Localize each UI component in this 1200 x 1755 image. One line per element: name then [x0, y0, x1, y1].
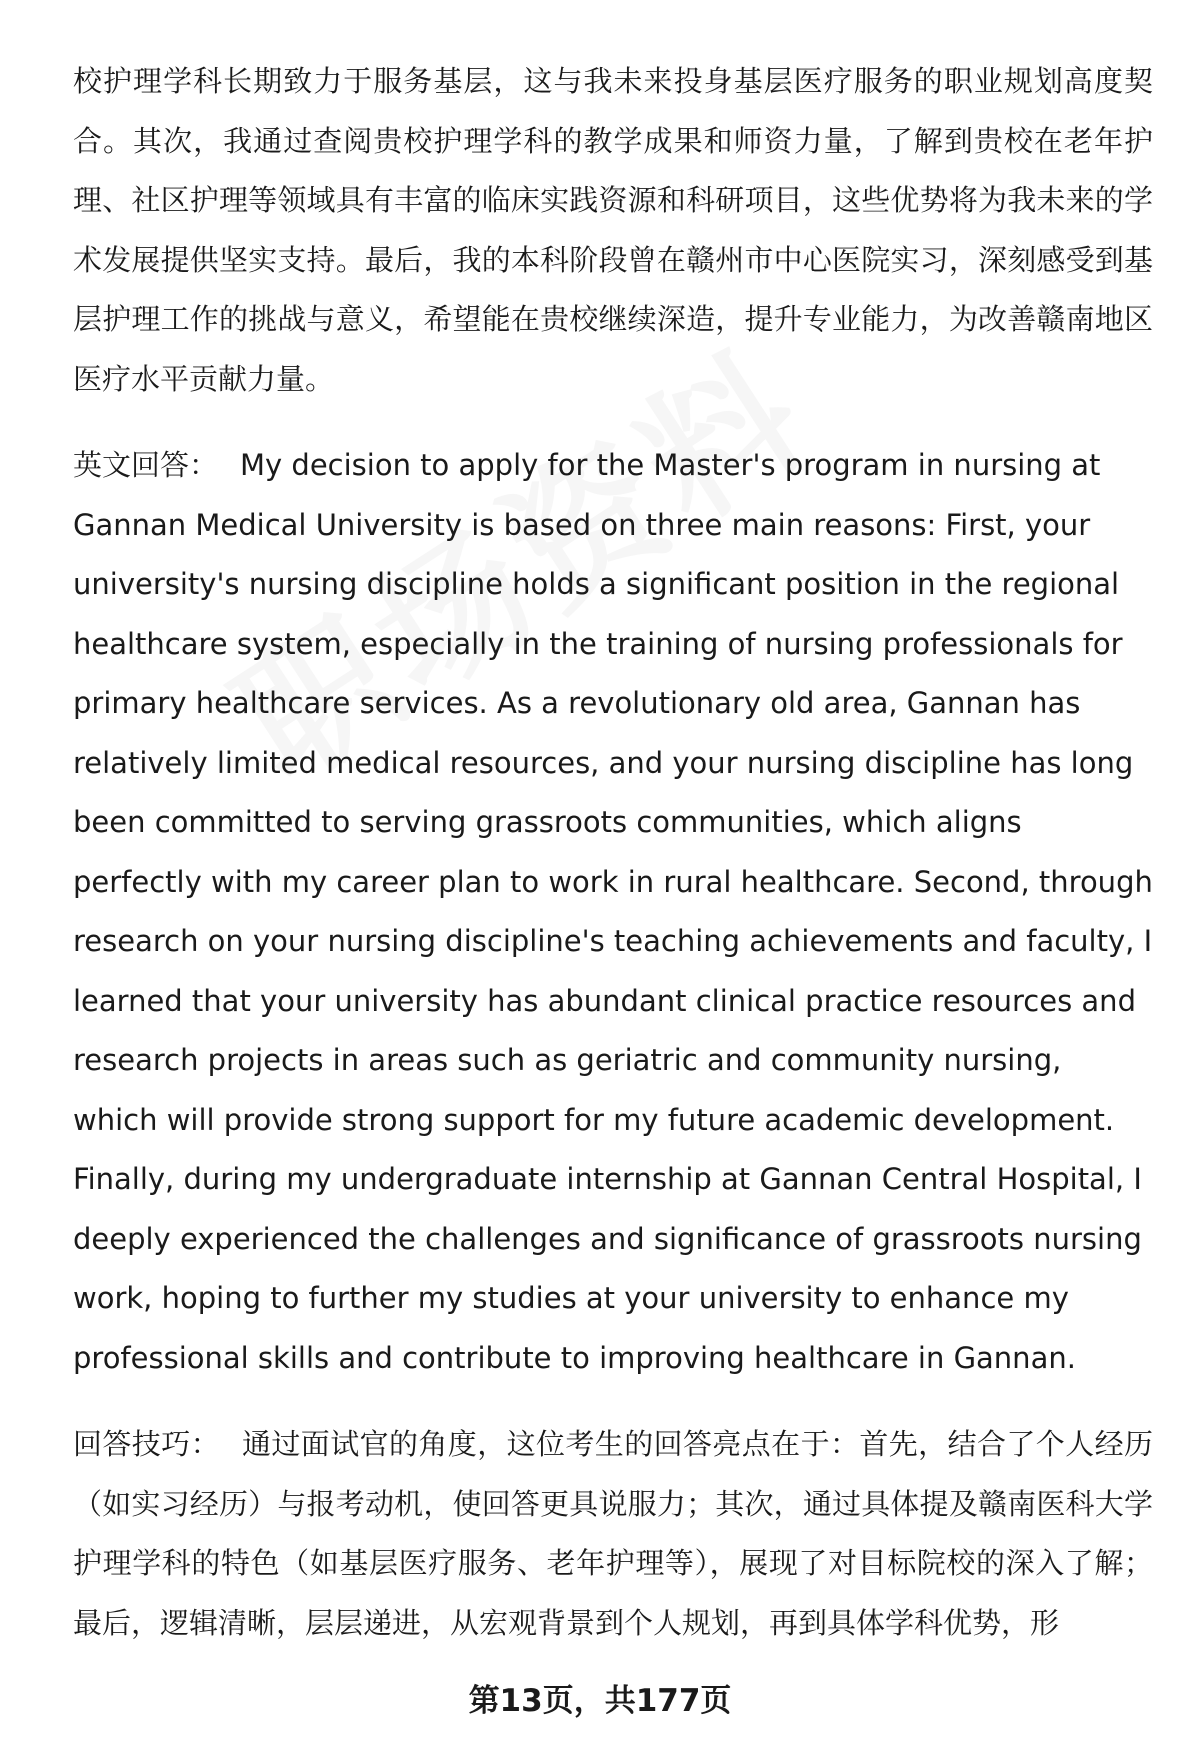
document-body: [73, 52, 1153, 1653]
answer-tips-label: 回答技巧：: [73, 1427, 220, 1461]
continuation-paragraph: 校护理学科长期致力于服务基层，这与我未来投身基层医疗服务的职业规划高度契合。其次，我通过查阅贵校护理学科的教学成果和师资力量，了解到贵校在老年护理、社区护理等领域具有丰富的临床实践资源和科研项目，这些优势将为我未来的学术发展提供坚实支持。最后，我的本科阶段曾在赣州市中心医院实习，深刻感受到基层护理工作的挑战与意义，希望能在贵校继续深造，提升专业能力，为改善赣南地区医疗水平贡献力量。: [73, 64, 1153, 396]
paragraph-gap: [73, 409, 1153, 436]
paragraph-gap: [73, 1388, 1153, 1415]
page-indicator: 第13页，共177页: [468, 1683, 732, 1719]
answer-tips-paragraph: [73, 1415, 1153, 1653]
english-answer-paragraph: [73, 436, 1153, 1388]
english-answer-label: 英文回答：: [73, 448, 219, 482]
english-answer-text: My decision to apply for the Master's program in nursing at Gannan Medical University is based on three main reasons: First, your university's nursing discipline holds a significant position in the regional healthcare system, especially in the training of nursing professionals for primary healthcare services. As a revolutionary old area, Gannan has relatively limited medical resources, and your nursing discipline has long been committed to serving grassroots communities, which aligns perfectly with my career plan to work in rural healthcare. Second, through research on your nursing discipline's teaching achievements and faculty, I learned that your university has abundant clinical practice resources and research projects in areas such as geriatric and community nursing, which will provide strong support for my future academic development. Finally, during my undergraduate internship at Gannan Central Hospital, I deeply experienced the challenges and significance of grassroots nursing work, hoping to further my studies at your university to enhance my professional skills and contribute to improving healthcare in Gannan.: [73, 448, 1153, 1375]
answer-tips-text: 通过面试官的角度，这位考生的回答亮点在于：首先，结合了个人经历（如实习经历）与报考动机，使回答更具说服力；其次，通过具体提及赣南医科大学护理学科的特色（如基层医疗服务、老年护理等），展现了对目标院校的深入了解；最后，逻辑清晰，层层递进，从宏观背景到个人规划，再到具体学科优势，形: [73, 1427, 1153, 1640]
